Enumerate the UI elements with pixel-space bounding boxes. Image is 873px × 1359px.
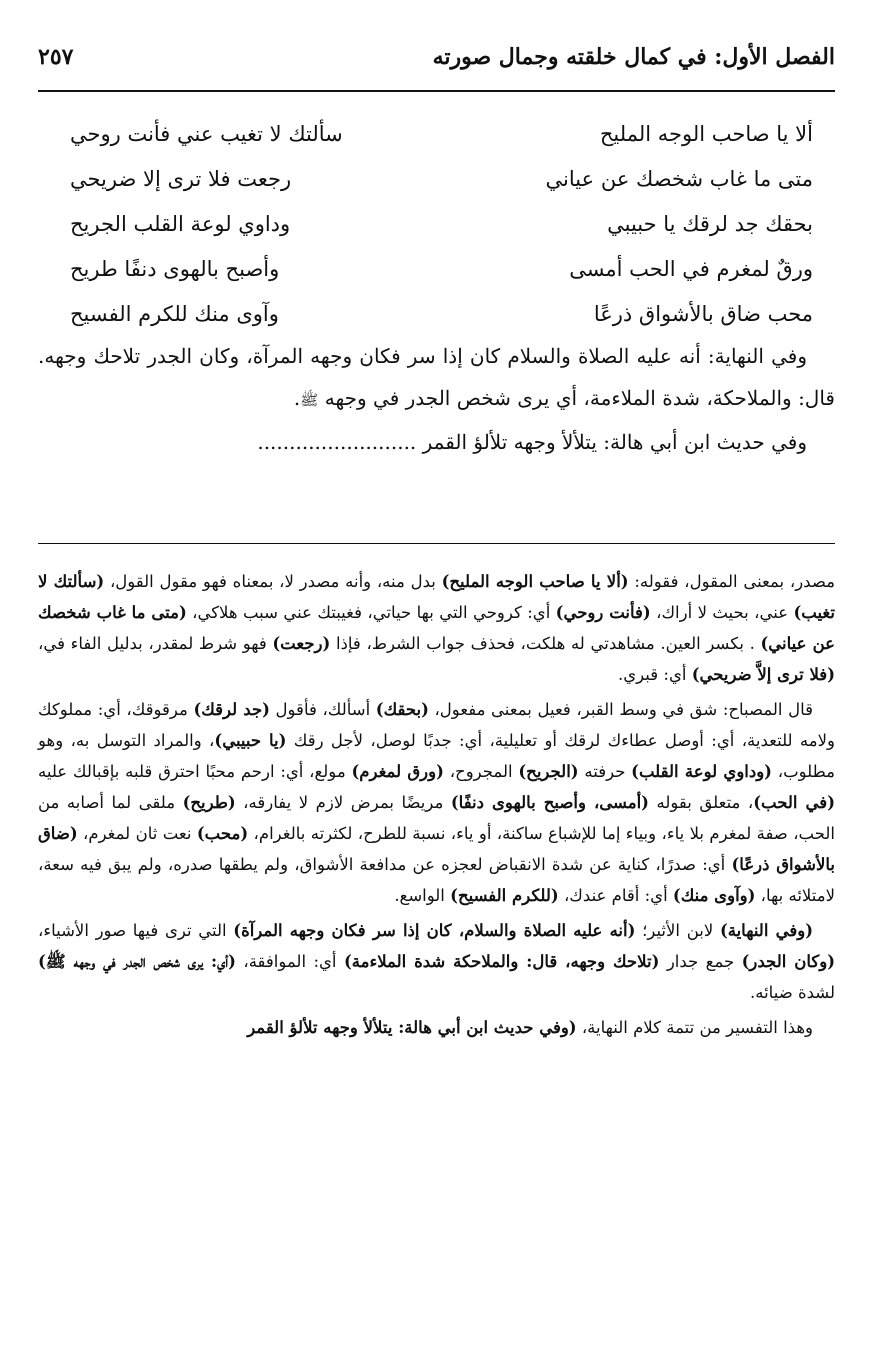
continuation-dots: ......................... <box>257 430 417 454</box>
poem-verse <box>60 112 813 157</box>
main-paragraph-text: وفي حديث ابن أبي هالة: يتلألأ وجهه تلألؤ القمر <box>422 430 807 454</box>
quoted-phrase: (أنه عليه الصلاة والسلام، كان إذا سر فكان وجهه المرآة) <box>233 921 636 940</box>
chapter-title: الفصل الأول: في كمال خلقته وجمال صورته <box>432 44 835 70</box>
page-header <box>38 38 835 82</box>
commentary-divider <box>38 543 835 544</box>
verse-second-hemistich: رجعت فلا ترى إلا ضريحي <box>70 167 292 191</box>
commentary-text: وهذا التفسير من تتمة كلام النهاية، <box>576 1018 813 1037</box>
quoted-phrase: (الجريح) <box>518 762 579 781</box>
quoted-phrase: (يا حبيبي) <box>214 731 287 750</box>
verse-second-hemistich: سألتك لا تغيب عني فأنت روحي <box>70 122 343 146</box>
quoted-phrase: (وكان الجدر) <box>741 952 836 971</box>
commentary-text: مصدر، بمعنى المقول، فقوله: <box>628 572 835 591</box>
quoted-phrase: (محب) <box>196 824 249 843</box>
verse-second-hemistich: وأصبح بالهوى دنفًا طريح <box>70 257 280 281</box>
commentary-text: حرفته <box>578 762 632 781</box>
commentary-text: ملقى لما أصابه من الحب، صفة لمغرم بلا ياء، وبياء إما للإشباع ساكنة، أو ياء، نسبة للطرح، لكثرته بالغرام، <box>38 793 835 843</box>
main-paragraph-text: وفي النهاية: أنه عليه الصلاة والسلام كان إذا سر فكان وجهه المرآة، وكان الجدر تلاحك وجهه. قال: والملاحكة، شدة الملاءمة، أي يرى شخص الجدر في وجهه <box>38 344 835 410</box>
verse-first-hemistich: ألا يا صاحب الوجه المليح <box>599 122 813 146</box>
commentary-text: جمع جدار <box>659 952 742 971</box>
commentary-text: . بكسر العين. مشاهدتي له هلكت، فحذف جواب الشرط، فإذا <box>330 634 761 653</box>
commentary-text: مولع، أي: ارحم محبًا احترق قلبه بإقبالك عليه <box>38 762 352 781</box>
commentary-text: الواسع. <box>394 886 451 905</box>
main-paragraph <box>38 421 835 463</box>
quoted-phrase: (أمسى، وأصبح بالهوى دنفًا) <box>450 793 649 812</box>
header-divider <box>38 90 835 92</box>
verse-first-hemistich: بحقك جد لرقك يا حبيبي <box>607 212 813 236</box>
quoted-phrase: (جد لرقك) <box>193 700 270 719</box>
quoted-phrase: (في الحب) <box>753 793 835 812</box>
commentary-text: ، والمراد التوسل به، وهو مطلوب، <box>38 731 835 781</box>
commentary-text: مرقوقك، أي: مملوكك ولامه للتعدية، أي: أوصل عطاءك لرقك أو تعليلية، أي: جدبًا لوصل، لأجل رقك <box>38 700 835 750</box>
quoted-phrase: (ورق لمغرم) <box>351 762 444 781</box>
quoted-phrase: (فأنت روحي) <box>555 603 651 622</box>
commentary-text: أسألك، فأقول <box>269 700 376 719</box>
quoted-phrase: (فلا ترى إلاَّ ضريحي) <box>691 665 835 684</box>
salawat-symbol: ﷺ <box>300 391 319 409</box>
verse-first-hemistich: ورقٌ لمغرم في الحب أمسى <box>569 257 813 281</box>
poem <box>60 112 813 337</box>
quoted-phrase: (أي: يرى شخص الجدر في وجهه ﷺ) <box>38 952 236 971</box>
commentary-text: قال المصباح: شق في وسط القبر، فعيل بمعنى مفعول، <box>428 700 813 719</box>
commentary-text: أي: صدرًا، كناية عن شدة الانقباض لعجزه عن مدافعة الأشواق، ولم يطقها صدره، ولم يبق فيه سعة، لامتلائه بها، <box>38 855 835 905</box>
quoted-phrase: (تلاحك وجهه، قال: والملاحكة شدة الملاءمة) <box>343 952 660 971</box>
commentary-text: أي: الموافقة، <box>235 952 344 971</box>
verse-first-hemistich: محب ضاق بالأشواق ذرعًا <box>593 302 813 326</box>
commentary-text: فهو شرط لمقدر، بدليل الفاء في، <box>38 634 273 653</box>
commentary-paragraph <box>38 1012 835 1043</box>
commentary-text: المجروح، <box>443 762 519 781</box>
verse-second-hemistich: وآوى منك للكرم الفسيح <box>70 302 279 326</box>
commentary-text: عني، بحيث لا أراك، <box>650 603 794 622</box>
commentary-text: التي ترى فيها صور الأشياء، <box>38 921 234 940</box>
quoted-phrase: (طريح) <box>182 793 236 812</box>
poem-verse <box>60 292 813 337</box>
quoted-phrase: (وآوى منك) <box>672 886 756 905</box>
commentary <box>38 566 835 1047</box>
commentary-text: أي: كروحي التي بها حياتي، فغيبتك عني سبب هلاكي، <box>186 603 556 622</box>
commentary-paragraph <box>38 694 835 911</box>
main-text <box>38 335 835 463</box>
commentary-paragraph <box>38 566 835 690</box>
commentary-text: بدل منه، وأنه مصدر لا، بمعناه فهو مقول القول، <box>104 572 442 591</box>
poem-verse <box>60 157 813 202</box>
poem-verse <box>60 202 813 247</box>
quoted-phrase: (للكرم الفسيح) <box>450 886 559 905</box>
quoted-phrase: (وفي حديث ابن أبي هالة: يتلألأ وجهه تلألؤ القمر <box>247 1018 577 1037</box>
poem-verse <box>60 247 813 292</box>
page-number: ٢٥٧ <box>38 44 74 70</box>
quoted-phrase: (وداوي لوعة القلب) <box>631 762 772 781</box>
verse-second-hemistich: وداوي لوعة القلب الجريح <box>70 212 291 236</box>
quoted-phrase: (رجعت) <box>272 634 331 653</box>
quoted-phrase: (بحقك) <box>375 700 429 719</box>
commentary-text: مريضًا بمرض لازم لا يفارقه، <box>235 793 451 812</box>
commentary-text: نعت ثان لمغرم، <box>77 824 197 843</box>
quoted-phrase: (ألا يا صاحب الوجه المليح) <box>441 572 629 591</box>
commentary-paragraph <box>38 915 835 1008</box>
commentary-text: ، متعلق بقوله <box>649 793 754 812</box>
quoted-phrase: (وفي النهاية) <box>719 921 813 940</box>
main-paragraph: وفي النهاية: أنه عليه الصلاة والسلام كان إذا سر فكان وجهه المرآة، وكان الجدر تلاحك وجهه. قال: والملاحكة، شدة الملاءمة، أي يرى شخص الجدر في وجهه ﷺ. <box>38 344 835 410</box>
commentary-text: لابن الأثير؛ <box>635 921 720 940</box>
commentary-text: لشدة ضيائه. <box>750 983 835 1002</box>
commentary-text: أي: قبري. <box>618 665 692 684</box>
quoted-phrase: (سألتك لا تغيب) <box>38 572 835 622</box>
quoted-phrase: (متى ما غاب شخصك عن عياني) <box>38 603 835 653</box>
commentary-text: أي: أقام عندك، <box>558 886 673 905</box>
verse-first-hemistich: متى ما غاب شخصك عن عياني <box>545 167 813 191</box>
quoted-phrase: (ضاق بالأشواق ذرعًا) <box>38 824 835 874</box>
